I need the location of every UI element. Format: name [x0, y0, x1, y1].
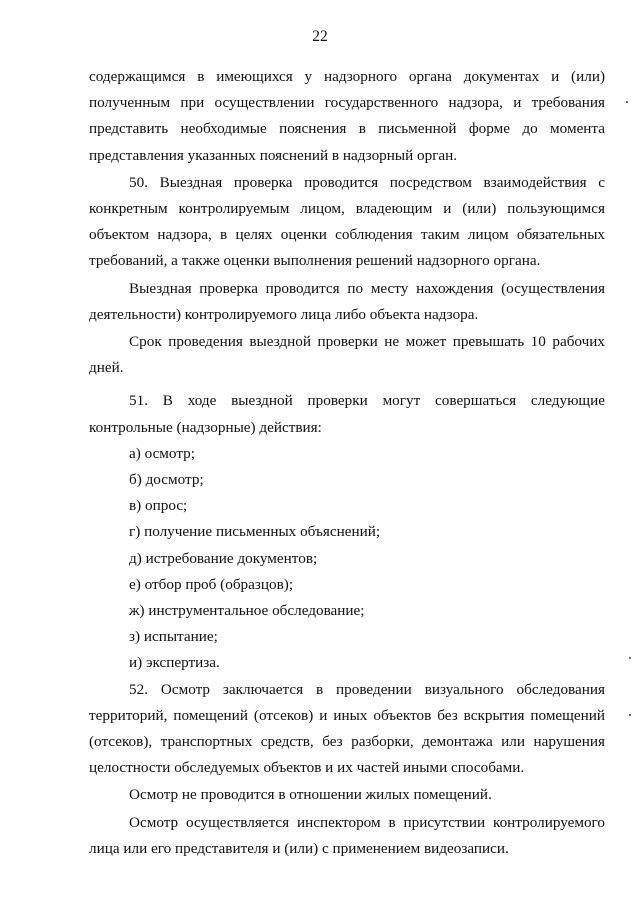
list-item: з) испытание; — [129, 628, 218, 646]
scan-speck — [629, 714, 631, 716]
paragraph-duration: Срок проведения выездной проверки не может превышать 10 рабочих дней. — [89, 333, 605, 377]
paragraph-52: 52. Осмотр заключается в проведении визуального обследования территорий, помещений (отсеков) и иных объектов без вскрытия помещений (отсеков), транспортных средств, без разборки, демонтажа или нарушения целостности обследуемых объектов и их частей иными способами. — [89, 680, 605, 777]
list-item: в) опрос; — [129, 497, 188, 515]
list-item: а) осмотр; — [129, 444, 195, 462]
scan-speck — [629, 657, 631, 659]
page-number: 22 — [312, 28, 328, 45]
paragraph-continuation: содержащимся в имеющихся у надзорного органа документах и (или) полученным при осуществлении государственного надзора, и требования представить необходимые пояснения в письменной форме до момента представления указанных пояснений в надзорный орган. — [89, 68, 605, 164]
document-body — [89, 64, 605, 862]
paragraph-50: 50. Выездная проверка проводится посредством взаимодействия с конкретным контролируемым лицом, владеющим и (или) пользующимся объектом надзора, в целях оценки соблюдения таким лицом обязательных требований, а также оценки выполнения решений надзорного органа. — [89, 173, 605, 270]
scan-speck — [626, 101, 628, 103]
list-item: д) истребование документов; — [129, 549, 318, 567]
actions-list — [89, 441, 605, 677]
list-item: г) получение письменных объяснений; — [129, 523, 381, 541]
list-item: ж) инструментальное обследование; — [129, 602, 365, 620]
list-item: е) отбор проб (образцов); — [129, 575, 294, 593]
list-item: б) досмотр; — [129, 471, 204, 489]
paragraph-presence: Осмотр осуществляется инспектором в присутствии контролируемого лица или его представителя и (или) с применением видеозаписи. — [89, 813, 605, 857]
paragraph-location: Выездная проверка проводится по месту нахождения (осуществления деятельности) контролируемого лица либо объекта надзора. — [89, 279, 605, 323]
list-item: и) экспертиза. — [129, 654, 220, 672]
paragraph-no-dwellings: Осмотр не проводится в отношении жилых помещений. — [129, 786, 492, 804]
paragraph-51: 51. В ходе выездной проверки могут совершаться следующие контрольные (надзорные) действия: — [89, 392, 605, 436]
